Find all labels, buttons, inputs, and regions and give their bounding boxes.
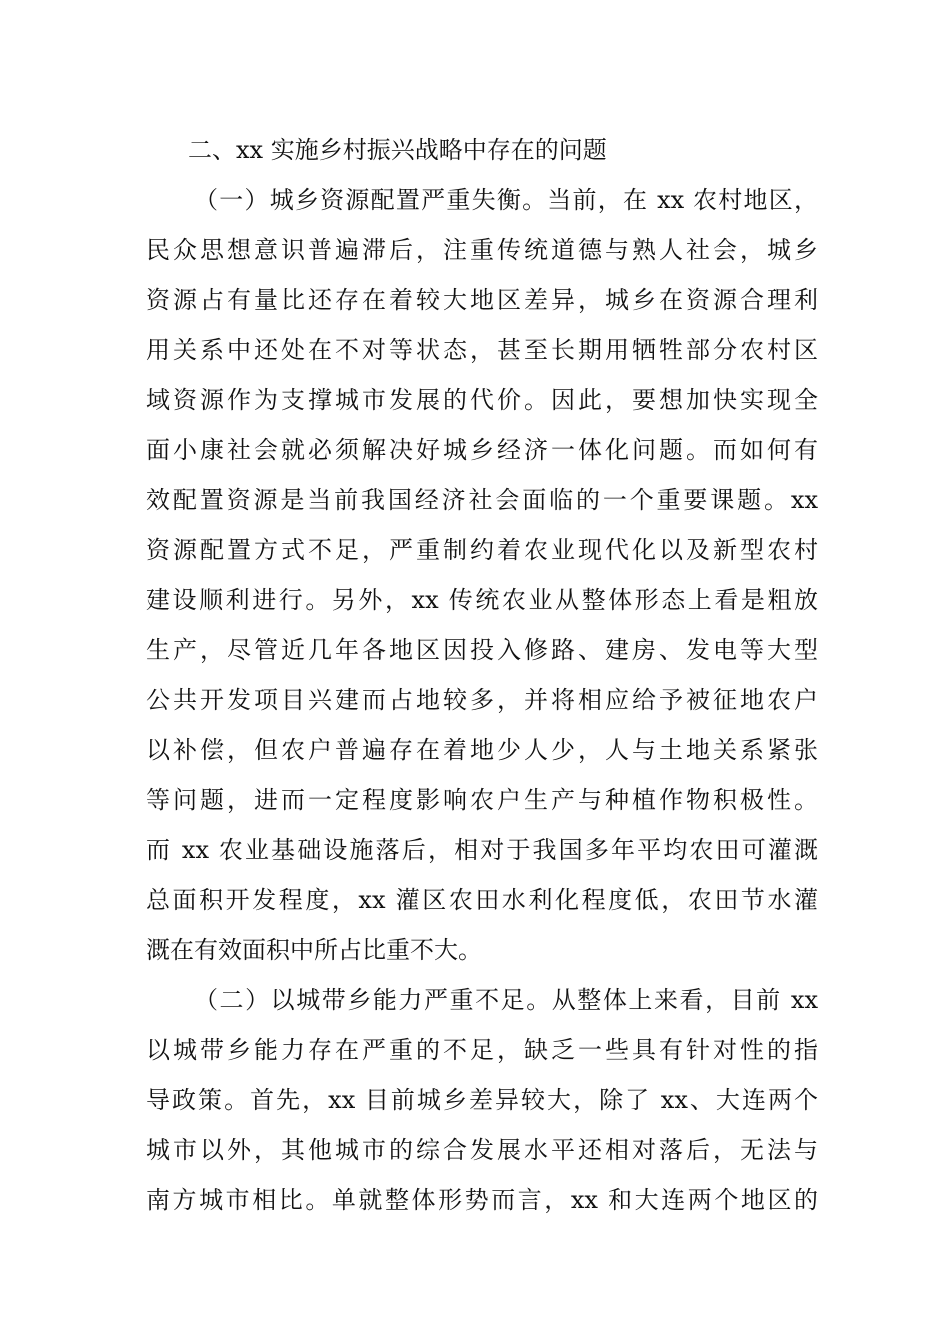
paragraph-1-line: 域资源作为支撑城市发展的代价。因此，要想加快实现全 <box>146 386 818 414</box>
paragraph-2-line: 导政策。首先，xx 目前城乡差异较大，除了 xx、大连两个 <box>146 1086 818 1114</box>
paragraph-2-line: （二）以城带乡能力严重不足。从整体上来看，目前 xx <box>194 986 818 1014</box>
paragraph-1-line: 面小康社会就必须解决好城乡经济一体化问题。而如何有 <box>146 436 818 464</box>
paragraph-1-line: 以补偿，但农户普遍存在着地少人少，人与土地关系紧张 <box>146 736 818 764</box>
paragraph-2-line: 城市以外，其他城市的综合发展水平还相对落后，无法与 <box>146 1136 818 1164</box>
paragraph-1-line: 资源占有量比还存在着较大地区差异，城乡在资源合理利 <box>146 286 818 314</box>
paragraph-1-line: （一）城乡资源配置严重失衡。当前，在 xx 农村地区， <box>194 186 818 214</box>
paragraph-1-line: 等问题，进而一定程度影响农户生产与种植作物积极性。 <box>146 786 818 814</box>
paragraph-1-line: 总面积开发程度，xx 灌区农田水利化程度低，农田节水灌 <box>146 886 818 914</box>
paragraph-2-line: 南方城市相比。单就整体形势而言，xx 和大连两个地区的 <box>146 1186 818 1214</box>
paragraph-1-line: 公共开发项目兴建而占地较多，并将相应给予被征地农户 <box>146 686 818 714</box>
paragraph-1-line: 资源配置方式不足，严重制约着农业现代化以及新型农村 <box>146 536 818 564</box>
section-heading: 二、xx 实施乡村振兴战略中存在的问题 <box>188 136 607 164</box>
paragraph-1-line: 溉在有效面积中所占比重不大。 <box>146 936 482 964</box>
paragraph-1-line: 用关系中还处在不对等状态，甚至长期用牺牲部分农村区 <box>146 336 818 364</box>
paragraph-1-line: 生产，尽管近几年各地区因投入修路、建房、发电等大型 <box>146 636 818 664</box>
paragraph-2-line: 以城带乡能力存在严重的不足，缺乏一些具有针对性的指 <box>146 1036 818 1064</box>
paragraph-1-line: 而 xx 农业基础设施落后，相对于我国多年平均农田可灌溉 <box>146 836 818 864</box>
paragraph-1-line: 民众思想意识普遍滞后，注重传统道德与熟人社会，城乡 <box>146 236 818 264</box>
paragraph-1-line: 效配置资源是当前我国经济社会面临的一个重要课题。xx <box>146 486 818 514</box>
paragraph-1-line: 建设顺利进行。另外，xx 传统农业从整体形态上看是粗放 <box>146 586 818 614</box>
